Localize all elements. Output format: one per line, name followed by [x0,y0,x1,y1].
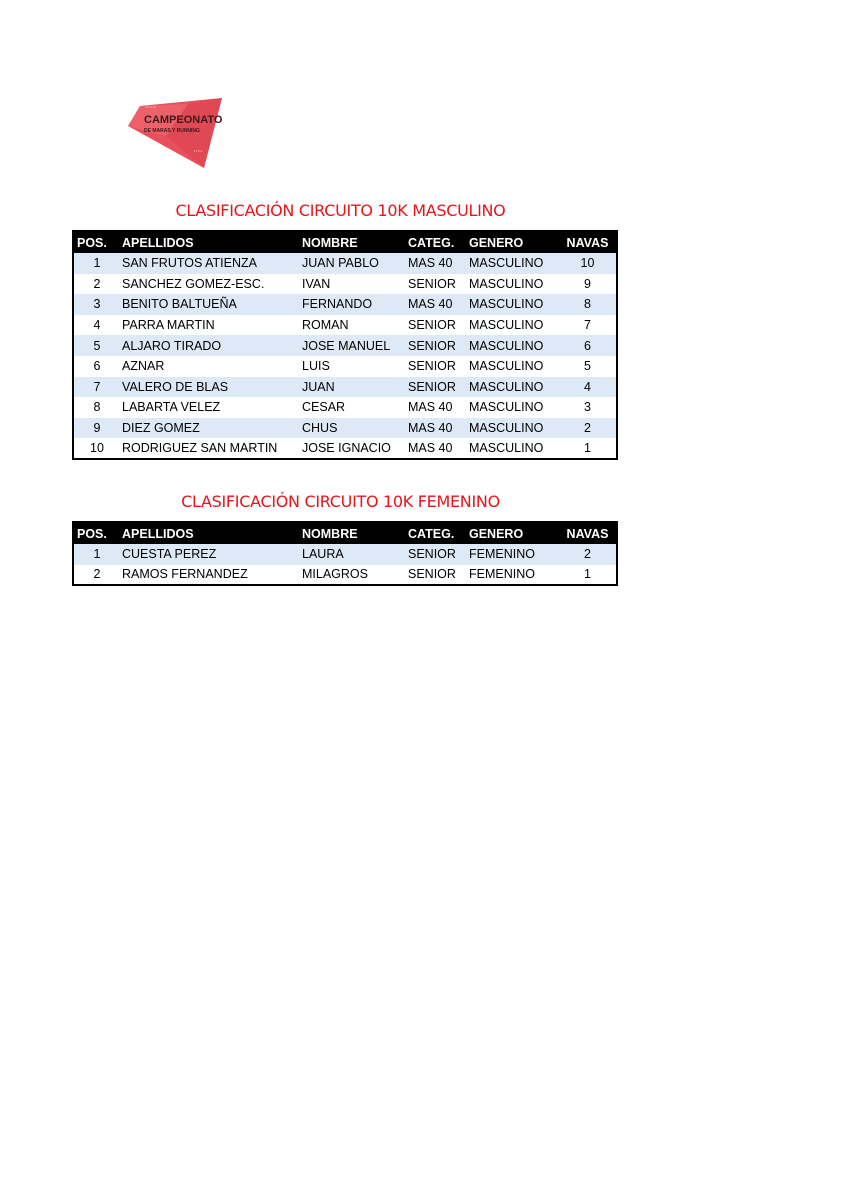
cell-pos: 1 [93,256,101,271]
table-row [73,438,617,459]
header-navas: NAVAS [566,235,609,250]
table-header-row [73,522,617,544]
cell-nombre: JOSE MANUEL [302,338,391,353]
cell-genero: MASCULINO [469,297,544,312]
cell-categ: MAS 40 [408,400,453,415]
cell-pos: 8 [93,400,101,415]
cell-apellidos: DIEZ GOMEZ [122,421,200,436]
cell-navas: 2 [584,421,591,436]
cell-nombre: FERNANDO [302,297,373,312]
cell-nombre: ROMAN [302,318,349,333]
header-apellidos: APELLIDOS [122,526,194,541]
table-row [73,377,617,398]
logo-graphic [126,96,224,170]
cell-pos: 2 [93,567,101,582]
cell-categ: SENIOR [408,547,456,562]
cell-navas: 1 [584,567,591,582]
cell-pos: 10 [90,441,104,456]
cell-nombre: JOSE IGNACIO [302,441,391,456]
cell-categ: SENIOR [408,318,456,333]
cell-categ: MAS 40 [408,421,453,436]
cell-apellidos: RODRIGUEZ SAN MARTIN [122,441,278,456]
cell-navas: 5 [584,359,591,374]
header-nombre: NOMBRE [302,526,358,541]
table-row [73,253,617,274]
cell-apellidos: ALJARO TIRADO [122,338,222,353]
cell-categ: SENIOR [408,379,456,394]
logo-text: CAMPEONATO [144,114,223,126]
table-row [73,418,617,439]
table-row [73,335,617,356]
cell-navas: 9 [584,276,591,291]
cell-genero: MASCULINO [469,256,544,271]
cell-genero: FEMENINO [469,567,535,582]
cell-apellidos: SANCHEZ GOMEZ-ESC. [122,276,265,291]
cell-navas: 1 [584,441,591,456]
cell-categ: SENIOR [408,276,456,291]
cell-apellidos: CUESTA PEREZ [122,547,217,562]
header-pos: POS. [77,235,107,250]
cell-nombre: CESAR [302,400,346,415]
header-pos: POS. [77,526,107,541]
cell-apellidos: LABARTA VELEZ [122,400,221,415]
cell-apellidos: BENITO BALTUEÑA [122,297,237,312]
table-row [73,544,617,565]
cell-navas: 8 [584,297,591,312]
cell-navas: 3 [584,400,591,415]
femenino-rows [73,544,617,585]
cell-pos: 9 [93,421,101,436]
femenino-table [72,521,618,586]
table-row [73,315,617,336]
table-row [73,294,617,315]
cell-categ: MAS 40 [408,441,453,456]
logo-subtext: DE MARAS Y RUNNING [144,128,200,134]
cell-nombre: MILAGROS [302,567,368,582]
table-row [73,565,617,586]
cell-genero: MASCULINO [469,276,544,291]
cell-pos: 2 [93,276,101,291]
cell-pos: 4 [93,318,101,333]
cell-categ: MAS 40 [408,256,453,271]
header-genero: GENERO [469,526,524,541]
championship-logo [126,96,224,170]
cell-pos: 3 [93,297,101,312]
header-apellidos: APELLIDOS [122,235,194,250]
cell-pos: 5 [93,338,101,353]
cell-categ: MAS 40 [408,297,453,312]
masculino-rows [73,253,617,459]
cell-genero: MASCULINO [469,359,544,374]
header-nombre: NOMBRE [302,235,358,250]
header-navas: NAVAS [566,526,609,541]
table-row [73,397,617,418]
cell-categ: SENIOR [408,359,456,374]
masculino-table [72,230,618,460]
cell-nombre: JUAN PABLO [302,256,379,271]
cell-apellidos: RAMOS FERNANDEZ [122,567,248,582]
cell-categ: SENIOR [408,338,456,353]
cell-genero: MASCULINO [469,318,544,333]
cell-apellidos: SAN FRUTOS ATIENZA [122,256,257,271]
cell-genero: FEMENINO [469,547,535,562]
cell-nombre: IVAN [302,276,331,291]
masculino-title: CLASIFICACIÓN CIRCUITO 10K MASCULINO [175,201,506,220]
cell-nombre: JUAN [302,379,335,394]
cell-navas: 10 [580,256,595,271]
table-row [73,356,617,377]
header-genero: GENERO [469,235,524,250]
cell-pos: 7 [93,379,101,394]
svg-text:• • • •: • • • • [194,149,202,153]
cell-nombre: LAURA [302,547,344,562]
cell-apellidos: VALERO DE BLAS [122,379,229,394]
femenino-title: CLASIFICACIÓN CIRCUITO 10K FEMENINO [181,492,500,511]
cell-genero: MASCULINO [469,379,544,394]
table-header-row [73,231,617,253]
cell-navas: 2 [584,547,591,562]
cell-categ: SENIOR [408,567,456,582]
cell-genero: MASCULINO [469,421,544,436]
table-row [73,274,617,295]
header-categ: CATEG. [408,235,455,250]
cell-navas: 7 [584,318,591,333]
cell-genero: MASCULINO [469,441,544,456]
cell-genero: MASCULINO [469,338,544,353]
cell-navas: 4 [584,379,591,394]
cell-apellidos: PARRA MARTIN [122,318,215,333]
cell-pos: 1 [93,547,101,562]
cell-apellidos: AZNAR [122,359,165,374]
cell-nombre: LUIS [302,359,330,374]
cell-genero: MASCULINO [469,400,544,415]
cell-navas: 6 [584,338,591,353]
cell-pos: 6 [93,359,101,374]
header-categ: CATEG. [408,526,455,541]
svg-text:• • • • •: • • • • • [146,105,157,109]
cell-nombre: CHUS [302,421,338,436]
